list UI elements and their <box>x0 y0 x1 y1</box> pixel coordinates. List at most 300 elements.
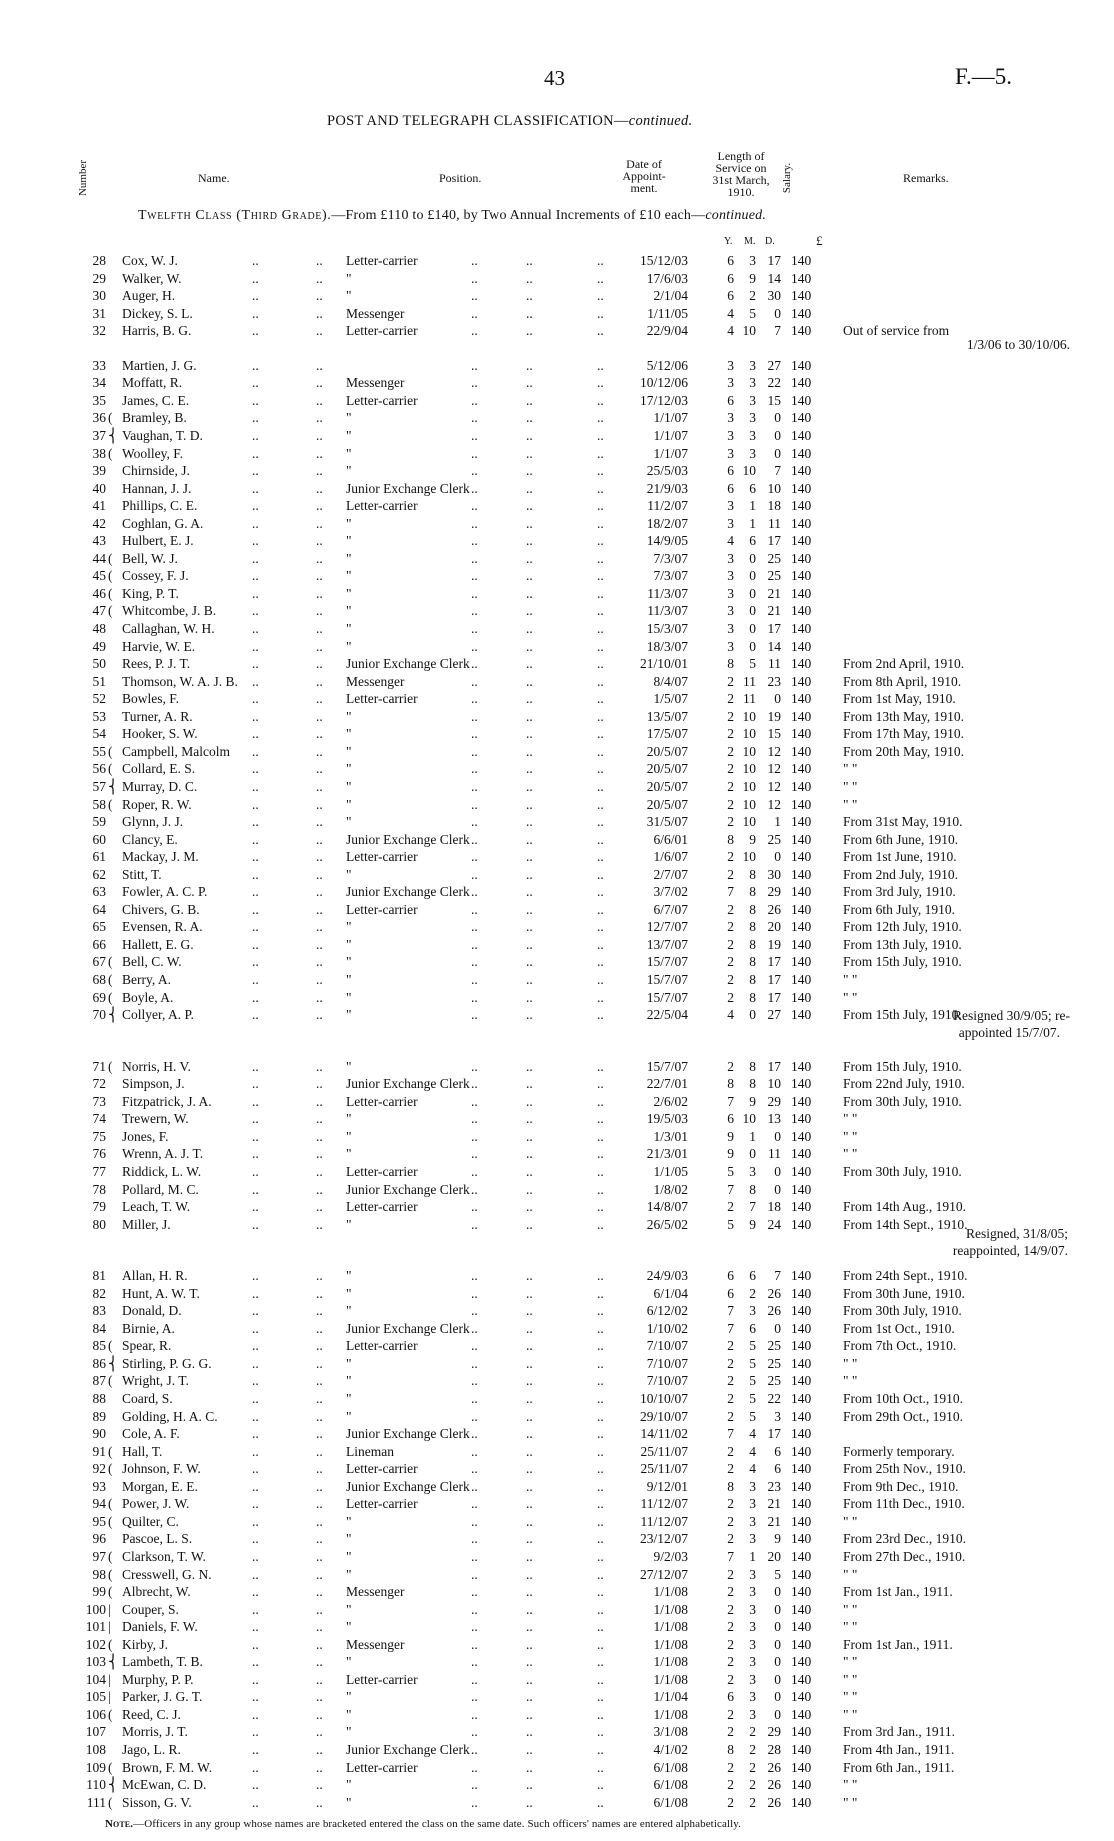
leader-dots: .. <box>252 1478 259 1494</box>
remark-continuation: appointed 15/7/07. <box>958 1025 1060 1040</box>
row-remarks: From 9th Dec., 1910. <box>843 1478 959 1494</box>
row-date: 20/5/07 <box>646 743 688 759</box>
row-position: " <box>346 638 352 654</box>
leader-dots: .. <box>471 1128 478 1144</box>
leader-dots: .. <box>597 831 604 847</box>
row-months: 3 <box>749 1496 756 1512</box>
row-months: 2 <box>749 1794 756 1810</box>
leader-dots: .. <box>526 1058 533 1074</box>
row-years: 6 <box>727 480 734 496</box>
row-days: 12 <box>767 743 781 759</box>
row-date: 21/9/03 <box>646 480 688 496</box>
row-name: Norris, H. V. <box>122 1058 191 1074</box>
leader-dots: .. <box>471 1058 478 1074</box>
row-years: 2 <box>727 866 734 882</box>
row-days: 11 <box>768 1146 781 1162</box>
row-number: 66 <box>92 936 106 952</box>
leader-dots: .. <box>252 1268 259 1284</box>
row-remarks: From 6th July, 1910. <box>843 901 956 917</box>
table-row <box>0 1530 1114 1547</box>
row-name: Collyer, A. P. <box>122 1007 194 1023</box>
leader-dots: .. <box>316 1355 323 1371</box>
row-years: 2 <box>727 936 734 952</box>
leader-dots: .. <box>471 1513 478 1529</box>
leader-dots: .. <box>526 585 533 601</box>
leader-dots: .. <box>252 1654 259 1670</box>
leader-dots: .. <box>316 585 323 601</box>
leader-dots: .. <box>597 1181 604 1197</box>
leader-dots: .. <box>471 253 478 268</box>
row-number: 39 <box>92 463 106 479</box>
row-number: 42 <box>92 515 106 531</box>
leader-dots: .. <box>526 1355 533 1371</box>
row-date: 8/4/07 <box>653 673 688 689</box>
leader-dots: .. <box>252 1636 259 1652</box>
leader-dots: .. <box>471 1443 478 1459</box>
leader-dots: .. <box>597 1619 604 1635</box>
row-months: 5 <box>749 305 756 321</box>
table-row <box>0 1443 1114 1460</box>
row-name: Murphy, P. P. <box>122 1671 194 1687</box>
leader-dots: .. <box>316 357 323 373</box>
row-number: 31 <box>92 305 106 321</box>
leader-dots: .. <box>252 1111 259 1127</box>
leader-dots: .. <box>597 1443 604 1459</box>
row-position: " <box>346 1566 352 1582</box>
leader-dots: .. <box>597 1566 604 1582</box>
row-name: Campbell, Malcolm <box>122 743 230 759</box>
header-date <box>614 158 674 194</box>
row-remarks: From 11th Dec., 1910. <box>843 1496 965 1512</box>
table-row <box>0 989 1114 1006</box>
row-salary: 140 <box>791 1566 812 1582</box>
leader-dots: .. <box>526 1163 533 1179</box>
table-row <box>0 1776 1114 1793</box>
table-row <box>0 1636 1114 1653</box>
row-number: 75 <box>92 1128 106 1144</box>
leader-dots: .. <box>316 1408 323 1424</box>
row-years: 2 <box>727 1443 734 1459</box>
row-months: 10 <box>742 778 756 794</box>
leader-dots: .. <box>597 1601 604 1617</box>
leader-dots: .. <box>471 1671 478 1687</box>
leader-dots: .. <box>252 831 259 847</box>
row-salary: 140 <box>791 1320 812 1336</box>
row-position: " <box>346 410 352 426</box>
table-row <box>0 515 1114 532</box>
leader-dots: .. <box>316 743 323 759</box>
row-remarks: " " <box>843 761 858 777</box>
leader-dots: .. <box>316 1391 323 1406</box>
row-position: " <box>346 550 352 566</box>
leader-dots: .. <box>252 550 259 566</box>
table-row <box>0 918 1114 935</box>
leader-dots: .. <box>526 954 533 970</box>
row-position: " <box>346 1355 352 1371</box>
row-position: " <box>346 1513 352 1529</box>
row-number: 55 <box>92 743 106 759</box>
row-days: 17 <box>767 1426 781 1442</box>
row-days: 15 <box>767 392 781 408</box>
leader-dots: .. <box>526 1742 533 1757</box>
row-date: 25/11/07 <box>640 1443 688 1459</box>
leader-dots: .. <box>252 1408 259 1424</box>
leader-dots: .. <box>316 831 323 847</box>
row-days: 0 <box>774 445 781 461</box>
row-salary: 140 <box>791 761 812 777</box>
row-bracket: ( <box>108 445 113 461</box>
leader-dots: .. <box>252 1566 259 1582</box>
row-salary: 140 <box>791 884 812 900</box>
row-days: 12 <box>767 778 781 794</box>
table-row <box>0 1583 1114 1600</box>
leader-dots: .. <box>316 603 323 619</box>
leader-dots: .. <box>471 445 478 461</box>
row-years: 2 <box>727 1706 734 1722</box>
row-remarks: " " <box>843 1671 858 1687</box>
leader-dots: .. <box>252 1671 259 1687</box>
row-name: Clancy, E. <box>122 831 178 847</box>
row-bracket: ( <box>108 989 113 1005</box>
row-days: 0 <box>774 1163 781 1179</box>
leader-dots: .. <box>597 1408 604 1424</box>
leader-dots: .. <box>597 673 604 689</box>
leader-dots: .. <box>526 427 533 443</box>
row-number: 103 <box>85 1654 106 1670</box>
row-number: 77 <box>92 1163 106 1179</box>
row-years: 3 <box>727 603 734 619</box>
table-row <box>0 1128 1114 1145</box>
row-salary: 140 <box>791 743 812 759</box>
row-number: 72 <box>92 1076 106 1092</box>
leader-dots: .. <box>597 1058 604 1074</box>
row-name: Cossey, F. J. <box>122 568 189 584</box>
row-months: 9 <box>749 270 756 286</box>
row-months: 10 <box>742 743 756 759</box>
leader-dots: .. <box>597 1724 604 1740</box>
leader-dots: .. <box>252 919 259 935</box>
title-italic: continued. <box>628 113 693 129</box>
row-position: Letter-carrier <box>346 323 418 339</box>
row-days: 5 <box>774 1566 781 1582</box>
leader-dots: .. <box>597 901 604 917</box>
leader-dots: .. <box>471 515 478 531</box>
row-remarks: From 1st Oct., 1910. <box>843 1320 955 1336</box>
table-row <box>0 1093 1114 1110</box>
row-remarks: " " <box>843 1601 858 1617</box>
leader-dots: .. <box>471 1619 478 1635</box>
row-days: 25 <box>767 1373 781 1389</box>
row-name: Clarkson, T. W. <box>122 1548 206 1564</box>
leader-dots: .. <box>526 1338 533 1354</box>
leader-dots: .. <box>597 778 604 794</box>
leader-dots: .. <box>252 1285 259 1301</box>
row-number: 109 <box>85 1759 106 1775</box>
row-months: 3 <box>749 410 756 426</box>
row-salary: 140 <box>791 1777 812 1793</box>
row-name: Golding, H. A. C. <box>122 1408 218 1424</box>
row-date: 25/11/07 <box>640 1461 688 1477</box>
row-years: 2 <box>727 673 734 689</box>
row-years: 7 <box>727 1093 734 1109</box>
row-days: 19 <box>767 936 781 952</box>
leader-dots: .. <box>252 445 259 461</box>
leader-dots: .. <box>526 621 533 636</box>
row-name: Phillips, C. E. <box>122 498 198 514</box>
row-salary: 140 <box>791 427 812 443</box>
leader-dots: .. <box>316 1199 323 1215</box>
row-salary: 140 <box>791 375 812 391</box>
leader-dots: .. <box>316 691 323 707</box>
row-remarks: From 31st May, 1910. <box>843 814 963 830</box>
leader-dots: .. <box>526 1303 533 1319</box>
row-years: 3 <box>727 550 734 566</box>
row-position: " <box>346 515 352 531</box>
leader-dots: .. <box>526 253 533 268</box>
leader-dots: .. <box>597 1461 604 1477</box>
row-date: 1/8/02 <box>653 1181 688 1197</box>
row-years: 3 <box>727 621 734 636</box>
leader-dots: .. <box>471 1199 478 1215</box>
row-days: 1 <box>774 814 781 830</box>
row-number: 104 <box>85 1671 106 1687</box>
row-position: " <box>346 1531 352 1547</box>
leader-dots: .. <box>252 673 259 689</box>
header-name: Name. <box>198 171 230 185</box>
row-days: 0 <box>774 1181 781 1197</box>
leader-dots: .. <box>471 550 478 566</box>
leader-dots: .. <box>471 708 478 724</box>
row-days: 20 <box>767 919 781 935</box>
leader-dots: .. <box>252 1163 259 1179</box>
row-years: 2 <box>727 1199 734 1215</box>
leader-dots: .. <box>526 1007 533 1023</box>
row-number: 84 <box>92 1320 106 1336</box>
row-years: 3 <box>727 445 734 461</box>
row-salary: 140 <box>791 1654 812 1670</box>
row-date: 1/1/08 <box>653 1636 688 1652</box>
row-bracket: ( <box>108 1706 113 1722</box>
leader-dots: .. <box>597 1777 604 1793</box>
row-bracket: ( <box>108 761 113 777</box>
table-row <box>0 357 1114 374</box>
leader-dots: .. <box>526 796 533 812</box>
row-remarks: From 15th July, 1910. <box>843 1058 962 1074</box>
row-date: 1/1/07 <box>653 445 688 461</box>
table-row <box>0 1302 1114 1319</box>
row-years: 6 <box>727 1111 734 1127</box>
row-date: 22/9/04 <box>646 323 688 339</box>
leader-dots: .. <box>252 656 259 672</box>
row-days: 26 <box>767 1285 781 1301</box>
row-number: 95 <box>92 1513 106 1529</box>
row-name: Morgan, E. E. <box>122 1478 198 1494</box>
row-remarks: From 30th June, 1910. <box>843 1285 965 1301</box>
row-years: 2 <box>727 1058 734 1074</box>
leader-dots: .. <box>316 989 323 1005</box>
row-bracket: ( <box>108 972 113 987</box>
table-row <box>0 831 1114 848</box>
row-years: 2 <box>727 1777 734 1793</box>
table-row <box>0 1688 1114 1705</box>
table-row <box>0 813 1114 830</box>
row-bracket: ⎨ <box>108 1654 119 1670</box>
row-position: " <box>346 445 352 461</box>
leader-dots: .. <box>597 1689 604 1705</box>
leader-dots: .. <box>316 515 323 531</box>
row-date: 14/8/07 <box>646 1199 688 1215</box>
row-date: 15/7/07 <box>646 989 688 1005</box>
leader-dots: .. <box>252 1058 259 1074</box>
table-row <box>0 1794 1114 1811</box>
leader-dots: .. <box>316 1058 323 1074</box>
row-years: 2 <box>727 901 734 917</box>
leader-dots: .. <box>471 357 478 373</box>
table-row <box>0 1267 1114 1284</box>
row-salary: 140 <box>791 936 812 952</box>
row-name: Birnie, A. <box>122 1320 175 1336</box>
row-months: 4 <box>749 1461 756 1477</box>
row-date: 9/12/01 <box>646 1478 688 1494</box>
header-length <box>699 150 783 198</box>
leader-dots: .. <box>252 1794 259 1810</box>
row-bracket: ( <box>108 796 113 812</box>
row-number: 90 <box>92 1426 106 1442</box>
leader-dots: .. <box>316 550 323 566</box>
row-months: 3 <box>749 1513 756 1529</box>
row-remarks: From 3rd July, 1910. <box>843 884 956 900</box>
row-name: Hannan, J. J. <box>122 480 192 496</box>
row-months: 8 <box>749 866 756 882</box>
row-months: 10 <box>742 463 756 479</box>
row-date: 17/5/07 <box>646 726 688 742</box>
leader-dots: .. <box>526 691 533 707</box>
row-years: 2 <box>727 796 734 812</box>
row-number: 69 <box>92 989 106 1005</box>
row-days: 24 <box>767 1216 781 1232</box>
row-remarks: From 14th Sept., 1910. <box>843 1216 968 1232</box>
unit-months: M. <box>744 236 756 247</box>
row-months: 3 <box>749 1584 756 1600</box>
row-years: 2 <box>727 1601 734 1617</box>
leader-dots: .. <box>316 1163 323 1179</box>
remark-continuation: Resigned, 31/8/05; <box>966 1226 1068 1241</box>
leader-dots: .. <box>252 305 259 321</box>
row-years: 6 <box>727 288 734 304</box>
leader-dots: .. <box>316 1338 323 1354</box>
row-date: 13/5/07 <box>646 708 688 724</box>
row-position: " <box>346 1724 352 1740</box>
row-number: 58 <box>92 796 106 812</box>
leader-dots: .. <box>316 568 323 584</box>
row-date: 7/10/07 <box>646 1338 688 1354</box>
row-salary: 140 <box>791 638 812 654</box>
row-date: 6/1/08 <box>653 1777 688 1793</box>
row-months: 3 <box>749 1654 756 1670</box>
leader-dots: .. <box>526 1408 533 1424</box>
row-remarks: " " <box>843 1566 858 1582</box>
row-name: Jago, L. R. <box>122 1742 181 1757</box>
row-name: Mackay, J. M. <box>122 849 199 865</box>
leader-dots: .. <box>526 1128 533 1144</box>
leader-dots: .. <box>471 270 478 286</box>
row-days: 20 <box>767 1548 781 1564</box>
row-months: 11 <box>743 673 756 689</box>
table-row <box>0 901 1114 918</box>
leader-dots: .. <box>316 761 323 777</box>
leader-dots: .. <box>526 1093 533 1109</box>
leader-dots: .. <box>471 568 478 584</box>
leader-dots: .. <box>526 533 533 549</box>
row-months: 3 <box>749 253 756 268</box>
row-bracket: ( <box>108 1584 113 1600</box>
row-months: 3 <box>749 1303 756 1319</box>
row-days: 0 <box>774 1689 781 1705</box>
row-number: 78 <box>92 1181 106 1197</box>
row-salary: 140 <box>791 1724 812 1740</box>
row-months: 3 <box>749 427 756 443</box>
row-position: Junior Exchange Clerk <box>346 1426 470 1442</box>
leader-dots: .. <box>252 972 259 987</box>
row-position: " <box>346 1794 352 1810</box>
table-row <box>0 866 1114 883</box>
row-days: 22 <box>767 1391 781 1406</box>
row-days: 26 <box>767 1303 781 1319</box>
leader-dots: .. <box>597 288 604 304</box>
row-name: Reed, C. J. <box>122 1706 181 1722</box>
row-months: 5 <box>749 656 756 672</box>
leader-dots: .. <box>471 691 478 707</box>
row-salary: 140 <box>791 1163 812 1179</box>
leader-dots: .. <box>526 1671 533 1687</box>
row-days: 25 <box>767 550 781 566</box>
leader-dots: .. <box>471 603 478 619</box>
leader-dots: .. <box>252 1216 259 1232</box>
row-years: 2 <box>727 1531 734 1547</box>
leader-dots: .. <box>252 1689 259 1705</box>
row-number: 85 <box>92 1338 106 1354</box>
row-date: 11/2/07 <box>647 498 688 514</box>
row-position: " <box>346 1706 352 1722</box>
leader-dots: .. <box>316 814 323 830</box>
row-remarks: " " <box>843 1689 858 1705</box>
leader-dots: .. <box>471 533 478 549</box>
leader-dots: .. <box>526 1216 533 1232</box>
row-position: " <box>346 1548 352 1564</box>
row-name: Boyle, A. <box>122 989 174 1005</box>
row-salary: 140 <box>791 1601 812 1617</box>
leader-dots: .. <box>252 533 259 549</box>
row-days: 0 <box>774 427 781 443</box>
leader-dots: .. <box>252 1391 259 1406</box>
row-number: 106 <box>85 1706 106 1722</box>
row-years: 2 <box>727 743 734 759</box>
row-number: 30 <box>92 288 106 304</box>
row-name: Chirnside, J. <box>122 463 190 479</box>
row-number: 91 <box>92 1443 106 1459</box>
leader-dots: .. <box>252 270 259 286</box>
row-date: 29/10/07 <box>639 1408 688 1424</box>
row-number: 49 <box>92 638 106 654</box>
table-row <box>0 602 1114 619</box>
leader-dots: .. <box>471 1548 478 1564</box>
leader-dots: .. <box>252 1601 259 1617</box>
leader-dots: .. <box>526 866 533 882</box>
row-months: 1 <box>749 498 756 514</box>
row-number: 107 <box>85 1724 106 1740</box>
row-years: 2 <box>727 1584 734 1600</box>
row-days: 6 <box>774 1443 781 1459</box>
